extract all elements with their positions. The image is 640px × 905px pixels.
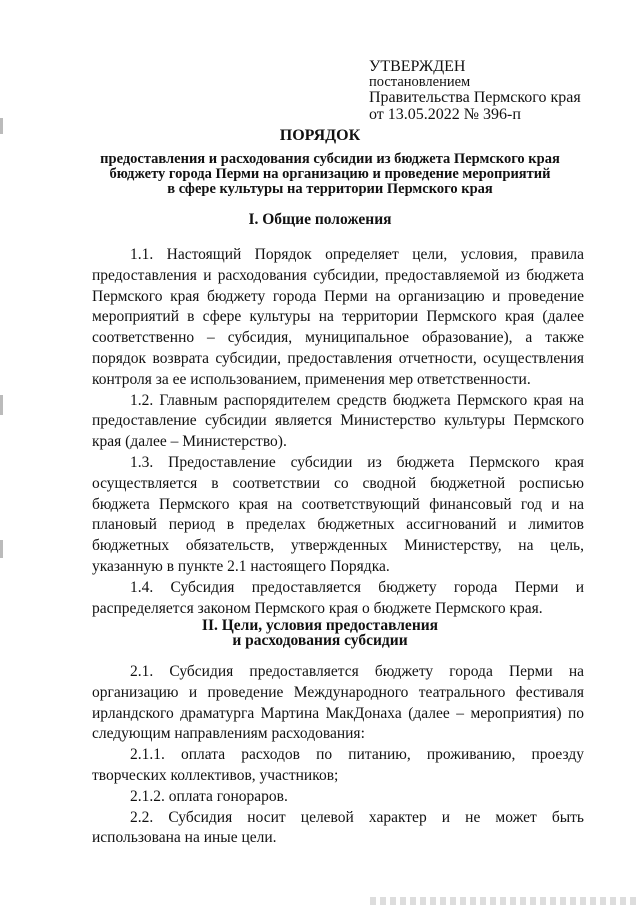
paragraph-1-2: 1.2. Главным распорядителем средств бюджета Пермского края на предоставление субсидии является Министерство культуры Пермского края (далее – Министерство). bbox=[92, 391, 584, 451]
subtitle-line: предоставления и расходования субсидии из бюджета Пермского края bbox=[100, 151, 560, 167]
section-goals-body bbox=[92, 662, 584, 849]
scan-bottom-noise bbox=[370, 897, 638, 905]
section-heading-goals bbox=[0, 618, 640, 648]
subtitle-line: в сфере культуры на территории Пермского края bbox=[167, 181, 493, 197]
section-heading-line: II. Цели, условия предоставления bbox=[201, 617, 439, 634]
scan-edge-mark bbox=[0, 395, 3, 415]
approval-block bbox=[369, 58, 581, 123]
document-title: ПОРЯДОК bbox=[279, 127, 361, 144]
paragraph-2-1-2: 2.1.2. оплата гонораров. bbox=[130, 787, 288, 805]
section-general-body bbox=[92, 245, 584, 619]
approval-line-government: Правительства Пермского края bbox=[369, 89, 581, 106]
paragraph-1-4: 1.4. Субсидия предоставляется бюджету города Перми и распределяется законом Пермского края о бюджете Пермского края. bbox=[92, 578, 584, 617]
document-subtitle bbox=[95, 152, 565, 197]
subtitle-line: бюджету города Перми на организацию и проведение мероприятий bbox=[109, 166, 551, 182]
section-heading-line: и расходования субсидии bbox=[232, 632, 408, 649]
paragraph-1-3: 1.3. Предоставление субсидии из бюджета Пермского края осуществляется в соответствии со сводной бюджетной росписью бюджета Пермского края на соответствующий финансовый год и на плановый период в пределах бюджетных ассигнований и лимитов бюджетных обязательств, утвержденных Министерству, на цель, указанную в пункте 2.1 настоящего Порядка. bbox=[92, 453, 584, 575]
approval-line-resolution: постановлением bbox=[369, 74, 471, 90]
paragraph-1-1: 1.1. Настоящий Порядок определяет цели, условия, правила предоставления и расходования субсидии, предоставляемой из бюджета Пермского края бюджету города Перми на организацию и проведение мероприятий в сфере культуры на территории Пермского края (далее соответственно – субсидия, муниципальное образование), а также порядок возврата субсидии, предоставления отчетности, осуществления контроля за ее использованием, применения мер ответственности. bbox=[92, 246, 584, 388]
scan-edge-mark bbox=[0, 540, 3, 558]
section-heading-general: I. Общие положения bbox=[248, 211, 392, 228]
approval-line-approved: УТВЕРЖДЕН bbox=[369, 58, 466, 75]
paragraph-2-2: 2.2. Субсидия носит целевой характер и не может быть использована на иные цели. bbox=[92, 808, 584, 847]
approval-line-date: от 13.05.2022 № 396-п bbox=[369, 106, 521, 123]
paragraph-2-1-1: 2.1.1. оплата расходов по питанию, проживанию, проезду творческих коллективов, участников; bbox=[92, 746, 584, 784]
paragraph-2-1: 2.1. Субсидия предоставляется бюджету города Перми на организацию и проведение Международного театрального фестиваля ирландского драматурга Мартина МакДонаха (далее – мероприятия) по следующим направлениям расходования: bbox=[92, 663, 584, 743]
